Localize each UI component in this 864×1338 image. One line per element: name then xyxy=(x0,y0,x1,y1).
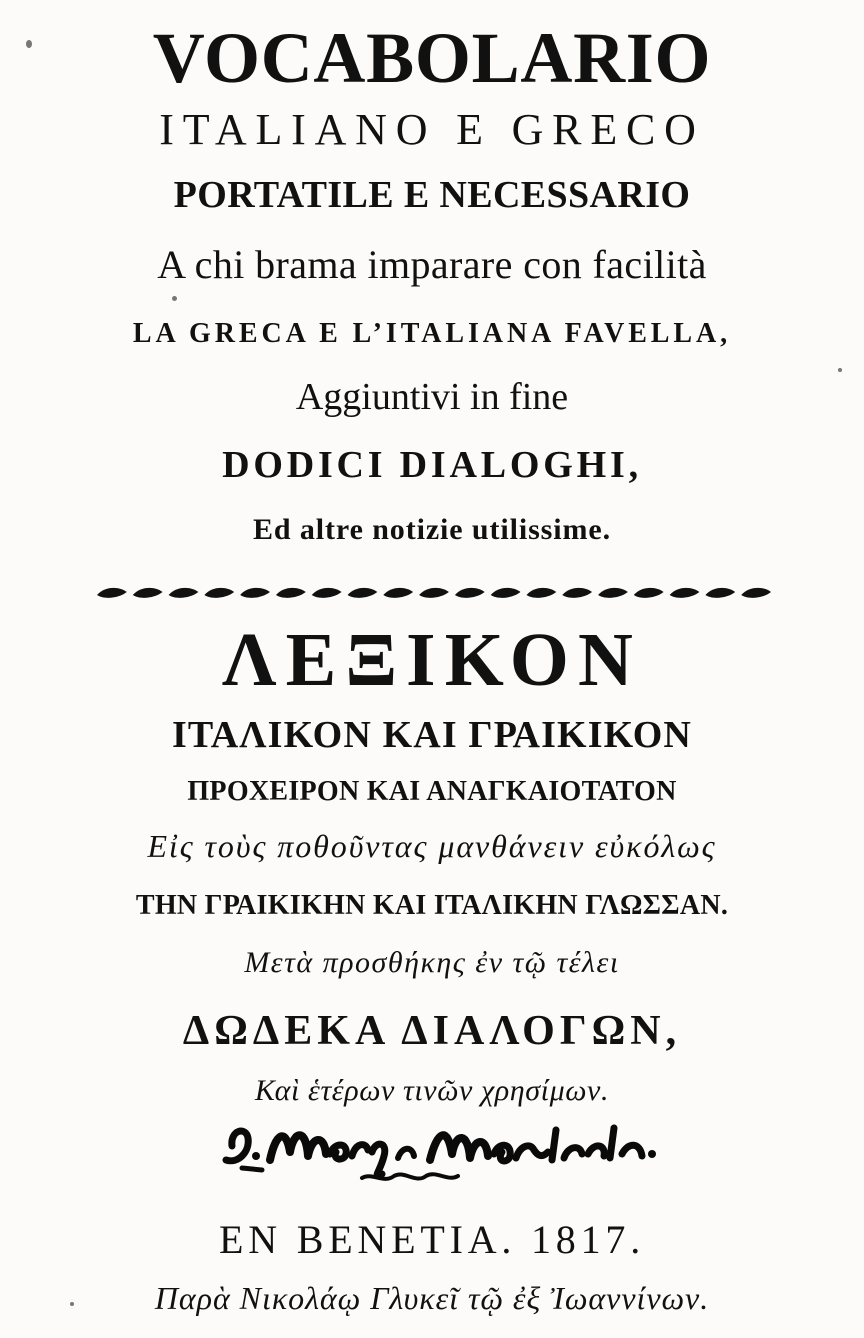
text-run: LA GRECA E L’ITALIANA FAVELLA, xyxy=(132,318,732,349)
text-run: ΙΤΑΛΙΚΟΝ ΚΑΙ ΓΡΑΙΚΙΚΟΝ xyxy=(171,714,692,756)
divider-dash xyxy=(526,588,556,598)
divider-dash xyxy=(562,588,592,598)
italian-line-6 xyxy=(0,446,864,484)
greek-line-2 xyxy=(0,778,864,806)
text-run: A chi brama imparare con facilità xyxy=(157,242,707,287)
text-run: ΕΝ ΒΕΝΕΤΙΑ. 1817. xyxy=(219,1217,645,1262)
italian-line-4 xyxy=(0,320,864,348)
italian-line-1 xyxy=(0,105,864,154)
text-run: Aggiuntivi in fine xyxy=(295,376,569,418)
divider-dash xyxy=(705,588,735,598)
paper-speck xyxy=(70,1302,74,1306)
text-run: Εἰς τοὺς ποθοῦντας μανθάνειν εὐκόλως xyxy=(147,828,717,864)
handwritten-signature xyxy=(212,1112,672,1192)
divider-dash xyxy=(240,588,270,598)
text-run: Καὶ ἑτέρων τινῶν χρησίμων. xyxy=(254,1074,610,1107)
divider-dash xyxy=(348,588,378,598)
text-run: ITALIANO E GRECO xyxy=(159,105,705,154)
text-run: DODICI DIALOGHI, xyxy=(222,444,642,486)
divider-dash xyxy=(741,588,771,598)
greek-title xyxy=(0,618,864,702)
greek-line-7 xyxy=(0,1076,864,1106)
text-run: ΠΡΟΧΕΙΡΟΝ ΚΑΙ ΑΝΑΓΚΑΙΟΤΑΤΟΝ xyxy=(187,776,677,807)
divider-dash xyxy=(97,588,127,598)
text-run: ΤΗΝ ΓΡΑΙΚΙΚΗΝ ΚΑΙ ΙΤΑΛΙΚΗΝ ΓΛΩΣΣΑΝ. xyxy=(135,890,729,921)
ornamental-divider xyxy=(95,582,775,604)
italian-line-3 xyxy=(0,242,864,287)
italian-title xyxy=(0,18,864,98)
text-run: ΛΕΞΙΚΟΝ xyxy=(222,618,642,702)
paper-speck xyxy=(838,368,842,372)
divider-dash xyxy=(419,588,449,598)
divider-dash xyxy=(204,588,234,598)
divider-dash xyxy=(598,588,628,598)
divider-dash xyxy=(169,588,199,598)
paper-speck xyxy=(26,40,32,48)
greek-line-5 xyxy=(0,948,864,978)
divider-dash xyxy=(133,588,163,598)
divider-dash xyxy=(670,588,700,598)
italian-line-7 xyxy=(0,515,864,545)
text-run: Ed altre notizie utilissime. xyxy=(253,513,611,546)
text-run: PORTATILE E NECESSARIO xyxy=(173,174,691,216)
divider-dash xyxy=(491,588,521,598)
italian-line-5 xyxy=(0,378,864,416)
divider-dash xyxy=(276,588,306,598)
divider-dash xyxy=(312,588,342,598)
divider-dash xyxy=(455,588,485,598)
imprint-printer xyxy=(0,1282,864,1314)
paper-speck xyxy=(172,296,177,301)
text-run: Παρὰ Νικολάῳ Γλυκεῖ τῷ ἐξ Ἰωαννίνων. xyxy=(154,1280,710,1316)
text-run: ΔΩΔΕΚΑ ΔΙΑΛΟΓΩΝ, xyxy=(182,1008,682,1054)
greek-line-1 xyxy=(0,716,864,754)
text-run: VOCABOLARIO xyxy=(152,18,712,98)
greek-line-4 xyxy=(0,892,864,920)
greek-line-6 xyxy=(0,1010,864,1052)
greek-line-3 xyxy=(0,830,864,862)
divider-dash xyxy=(383,588,413,598)
italian-line-2 xyxy=(0,176,864,214)
text-run: Μετὰ προσθήκης ἐν τῷ τέλει xyxy=(244,946,620,979)
divider-dash xyxy=(634,588,664,598)
imprint-place-date xyxy=(0,1217,864,1262)
